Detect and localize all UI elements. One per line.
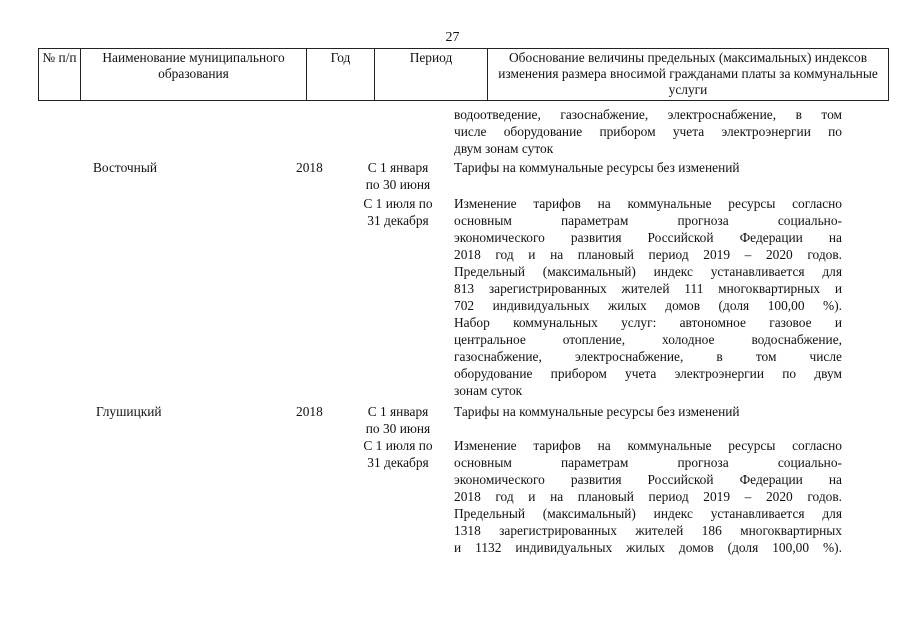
row-vostochny-basis-2 <box>454 195 842 399</box>
continuation-text <box>454 106 842 157</box>
basis-line: 2018 год и на плановый период 2019 – 2020 годов. <box>454 489 842 504</box>
period-line: 31 декабря <box>367 213 429 228</box>
period-line: С 1 января <box>367 160 429 175</box>
basis-line: экономического развития Российской Федерации на <box>454 230 842 245</box>
row-glushitsky-basis-1: Тарифы на коммунальные ресурсы без изменений <box>454 404 740 419</box>
row-glushitsky-period-2 <box>348 437 448 471</box>
basis-line: основным параметрам прогноза социально- <box>454 213 842 228</box>
basis-line: зонам суток <box>454 383 523 398</box>
basis-line: основным параметрам прогноза социально- <box>454 455 842 470</box>
header-period: Период <box>375 49 488 101</box>
basis-line: газоснабжение, электроснабжение, в том числе <box>454 349 842 364</box>
header-municipality: Наименование муниципального образования <box>81 49 307 101</box>
header-basis: Обоснование величины предельных (максимальных) индексов изменения размера вносимой гражданами платы за коммунальные услуги <box>488 49 889 101</box>
basis-line: Набор коммунальных услуг: автономное газовое и <box>454 315 842 330</box>
continuation-line: водоотведение, газоснабжение, электроснабжение, в том <box>454 107 842 122</box>
page-number: 27 <box>445 30 460 45</box>
row-glushitsky-basis-2 <box>454 437 842 556</box>
period-line: С 1 июля по <box>363 196 433 211</box>
basis-line: Изменение тарифов на коммунальные ресурсы согласно <box>454 196 842 211</box>
row-vostochny-year: 2018 <box>296 160 323 175</box>
header-number: № п/п <box>39 49 81 101</box>
continuation-line: двум зонам суток <box>454 141 554 156</box>
row-glushitsky-name: Глушицкий <box>96 404 162 419</box>
period-line: С 1 июля по <box>363 438 433 453</box>
period-line: 31 декабря <box>367 455 429 470</box>
basis-line: 813 зарегистрированных жителей 111 многоквартирных и <box>454 281 842 296</box>
basis-line: и 1132 индивидуальных жилых домов (доля 100,00 %). <box>454 540 842 555</box>
basis-line: 702 индивидуальных жилых домов (доля 100,00 %). <box>454 298 842 313</box>
row-vostochny-period-2 <box>348 195 448 229</box>
period-line: С 1 января <box>367 404 429 419</box>
row-vostochny-period-1 <box>348 159 448 193</box>
basis-line: Предельный (максимальный) индекс устанавливается для <box>454 264 842 279</box>
basis-line: экономического развития Российской Федерации на <box>454 472 842 487</box>
row-glushitsky-period-1 <box>348 403 448 437</box>
basis-line: оборудование прибором учета электроэнергии по двум <box>454 366 842 381</box>
period-line: по 30 июня <box>365 421 431 436</box>
basis-line: 1318 зарегистрированных жителей 186 многоквартирных <box>454 523 842 538</box>
header-year: Год <box>307 49 375 101</box>
basis-line: 2018 год и на плановый период 2019 – 2020 годов. <box>454 247 842 262</box>
table-header <box>38 48 889 101</box>
row-vostochny-basis-1: Тарифы на коммунальные ресурсы без изменений <box>454 160 740 175</box>
row-glushitsky-year: 2018 <box>296 404 323 419</box>
row-vostochny-name: Восточный <box>93 160 157 175</box>
basis-line: Изменение тарифов на коммунальные ресурсы согласно <box>454 438 842 453</box>
continuation-line: числе оборудование прибором учета электроэнергии по <box>454 124 842 139</box>
basis-line: центральное отопление, холодное водоснабжение, <box>454 332 842 347</box>
basis-line: Предельный (максимальный) индекс устанавливается для <box>454 506 842 521</box>
period-line: по 30 июня <box>365 177 431 192</box>
